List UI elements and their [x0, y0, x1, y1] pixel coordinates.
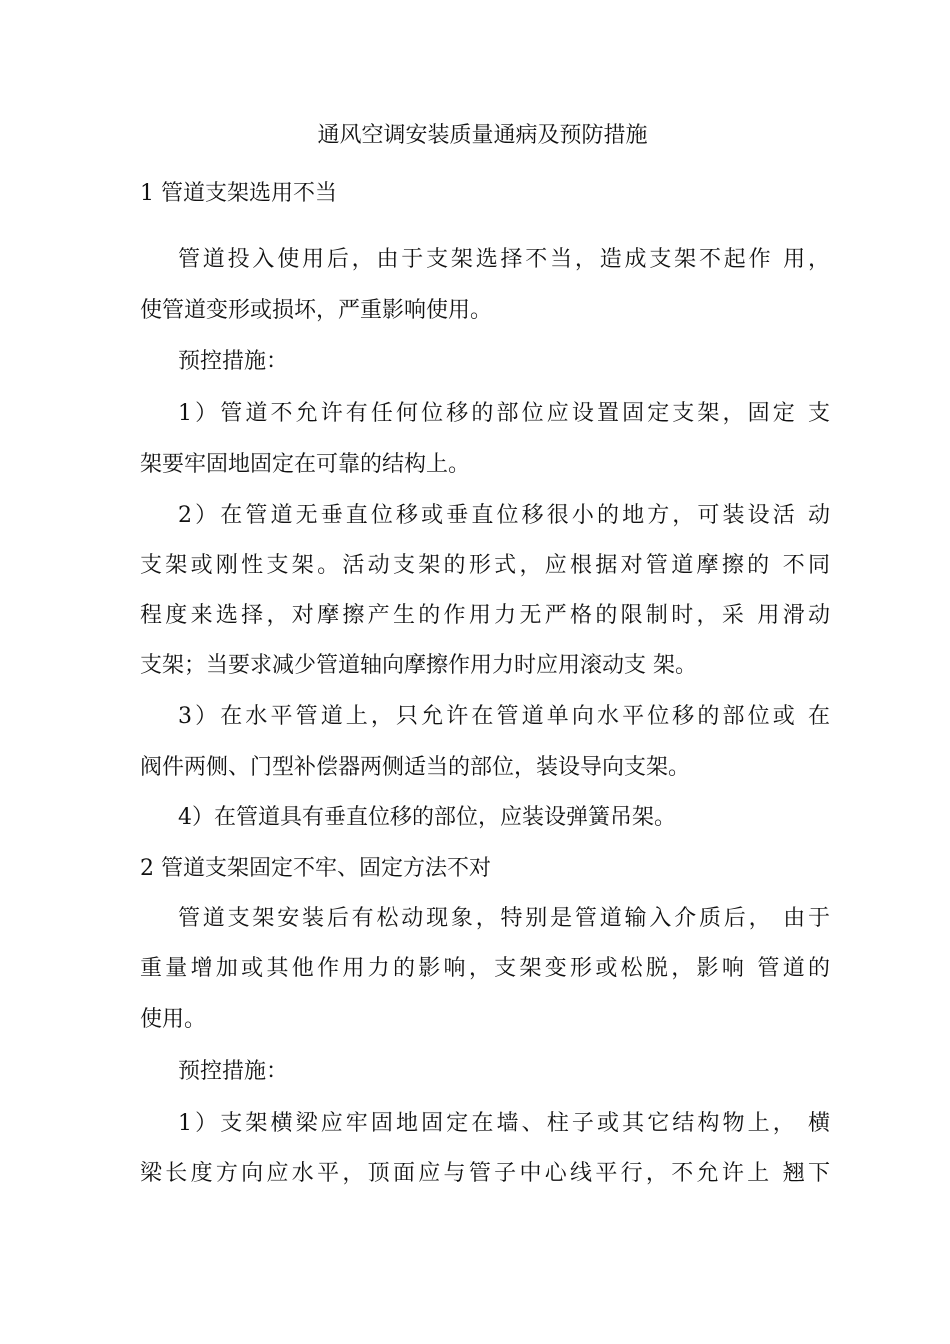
paragraph-line: 2）在管道无垂直位移或垂直位移很小的地方，可装设活 动	[178, 503, 830, 528]
paragraph-line: 1）支架横梁应牢固地固定在墙、柱子或其它结构物上， 横	[178, 1111, 830, 1136]
paragraph-line: 支架；当要求减少管道轴向摩擦作用力时应用滚动支 架。	[140, 653, 697, 678]
paragraph-line: 3）在水平管道上，只允许在管道单向水平位移的部位或 在	[178, 704, 830, 729]
paragraph-line: 阀件两侧、门型补偿器两侧适当的部位，装设导向支架。	[140, 755, 691, 780]
paragraph-line: 架要牢固地固定在可靠的结构上。	[140, 452, 471, 477]
paragraph-line: 使用。	[140, 1007, 207, 1032]
paragraph-line: 管道支架安装后有松动现象，特别是管道输入介质后， 由于	[178, 906, 830, 931]
paragraph-line: 梁长度方向应水平，顶面应与管子中心线平行，不允许上 翘下	[140, 1161, 830, 1186]
paragraph-line: 1）管道不允许有任何位移的部位应设置固定支架，固定 支	[178, 401, 830, 426]
paragraph-line: 重量增加或其他作用力的影响，支架变形或松脱，影响 管道的	[140, 956, 830, 981]
paragraph-line: 管道投入使用后，由于支架选择不当，造成支架不起作 用，	[178, 247, 830, 272]
paragraph-line: 程度来选择，对摩擦产生的作用力无严格的限制时，采 用滑动	[140, 603, 830, 628]
document-title: 通风空调安装质量通病及预防措施	[317, 123, 648, 148]
measures-label: 预控措施：	[178, 349, 289, 374]
paragraph-line: 4）在管道具有垂直位移的部位，应装设弹簧吊架。	[178, 805, 676, 830]
measures-label: 预控措施：	[178, 1059, 289, 1084]
section-heading-1: 1 管道支架选用不当	[140, 181, 337, 206]
paragraph-line: 支架或刚性支架。活动支架的形式，应根据对管道摩擦的 不同	[140, 553, 830, 578]
paragraph-line: 使管道变形或损坏，严重影响使用。	[140, 298, 493, 323]
section-heading-2: 2 管道支架固定不牢、固定方法不对	[140, 856, 491, 881]
